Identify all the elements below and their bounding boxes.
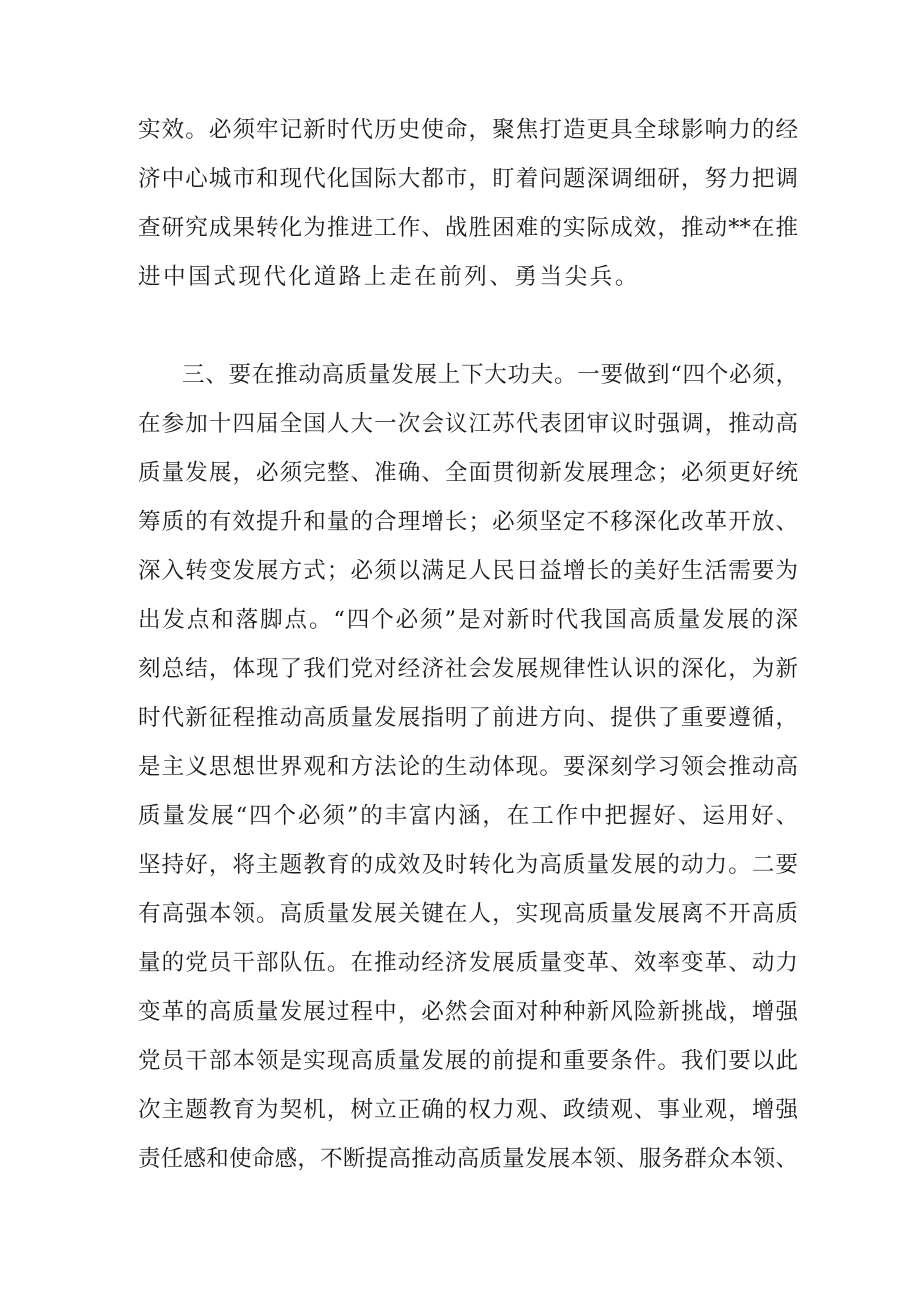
text-line: 变革的高质量发展过程中，必然会面对种种新风险新挑战，增强 — [138, 999, 798, 1025]
text-line: 次主题教育为契机，树立正确的权力观、政绩观、事业观，增强 — [138, 1097, 798, 1123]
text-line: 质量发展，必须完整、准确、全面贯彻新发展理念；必须更好统 — [138, 460, 798, 486]
text-line: 在参加十四届全国人大一次会议江苏代表团审议时强调，推动高 — [138, 411, 798, 437]
text-line: 实效。必须牢记新时代历史使命，聚焦打造更具全球影响力的经 — [138, 117, 798, 143]
text-line: 党员干部本领是实现高质量发展的前提和重要条件。我们要以此 — [138, 1048, 798, 1074]
text-line: 筹质的有效提升和量的合理增长；必须坚定不移深化改革开放、 — [138, 509, 798, 535]
text-line: 查研究成果转化为推进工作、战胜困难的实际成效，推动**在推 — [138, 215, 798, 241]
text-line: 进中国式现代化道路上走在前列、勇当尖兵。 — [138, 264, 641, 290]
text-line: 质量发展“四个必须”的丰富内涵，在工作中把握好、运用好、 — [138, 803, 798, 829]
text-line: 有高强本领。高质量发展关键在人，实现高质量发展离不开高质 — [138, 901, 798, 927]
text-line: 济中心城市和现代化国际大都市，盯着问题深调细研，努力把调 — [138, 166, 798, 192]
text-line: 量的党员干部队伍。在推动经济发展质量变革、效率变革、动力 — [138, 950, 798, 976]
text-line: 三、要在推动高质量发展上下大功夫。一要做到“四个必须， — [182, 362, 798, 388]
text-line: 是主义思想世界观和方法论的生动体现。要深刻学习领会推动高 — [138, 754, 798, 780]
text-line: 坚持好，将主题教育的成效及时转化为高质量发展的动力。二要 — [138, 852, 798, 878]
text-line: 深入转变发展方式；必须以满足人民日益增长的美好生活需要为 — [138, 558, 798, 584]
text-line: 刻总结，体现了我们党对经济社会发展规律性认识的深化，为新 — [138, 656, 798, 682]
text-line: 时代新征程推动高质量发展指明了前进方向、提供了重要遵循， — [138, 705, 798, 731]
text-line: 出发点和落脚点。“四个必须”是对新时代我国高质量发展的深 — [138, 607, 798, 633]
text-line: 责任感和使命感，不断提高推动高质量发展本领、服务群众本领、 — [138, 1146, 798, 1172]
